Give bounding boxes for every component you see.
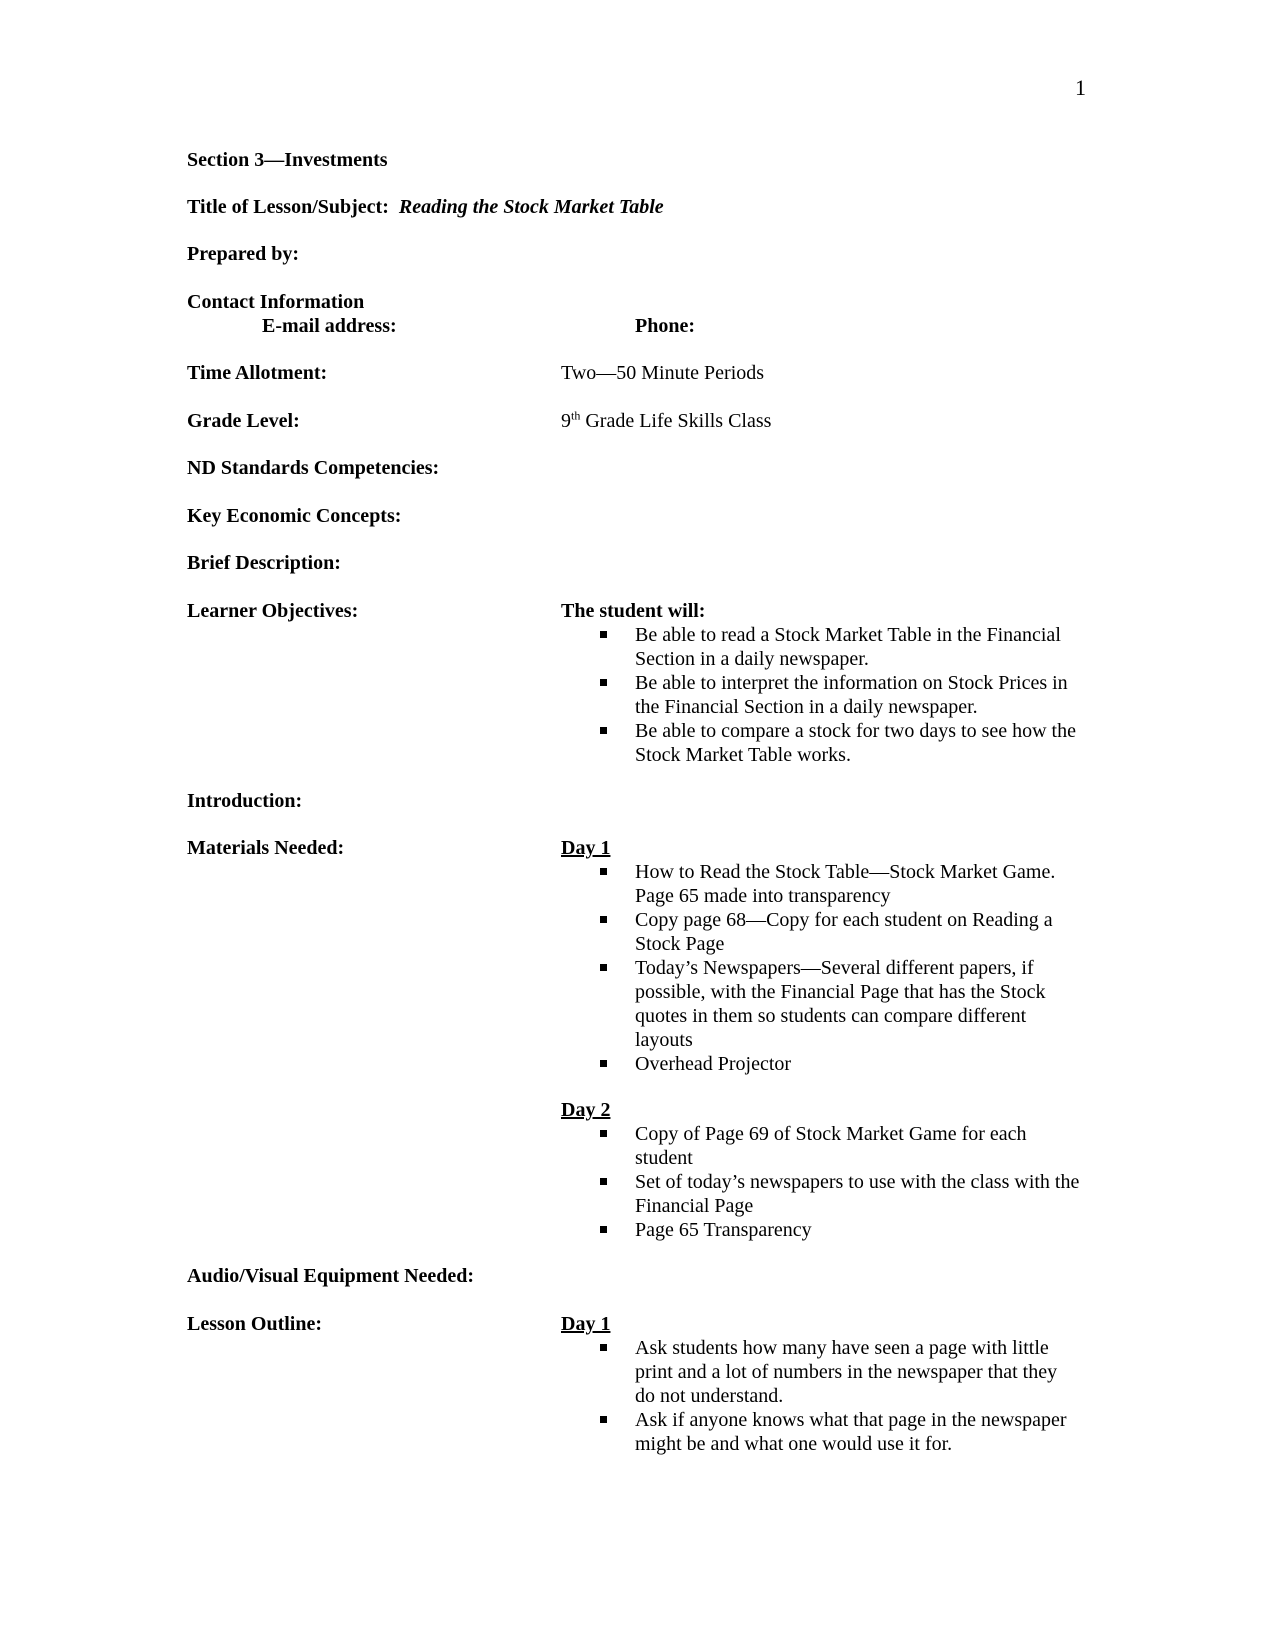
lesson-title-value: Reading the Stock Market Table xyxy=(398,196,664,218)
bullet-icon xyxy=(600,679,607,686)
bullet-icon xyxy=(600,868,607,875)
materials-needed-label: Materials Needed: xyxy=(187,837,345,859)
outline-day1-list xyxy=(561,1336,1081,1456)
grade-level-label: Grade Level: xyxy=(187,410,300,432)
materials-day2-list xyxy=(561,1122,1081,1242)
objective-text: Be able to read a Stock Market Table in the Financial Section in a daily newspaper. xyxy=(635,624,1061,670)
time-allotment-label: Time Allotment: xyxy=(187,362,328,384)
learner-objectives-label: Learner Objectives: xyxy=(187,600,359,622)
objectives-list xyxy=(561,623,1081,767)
list-item xyxy=(561,1170,1081,1218)
material-text: Page 65 Transparency xyxy=(635,1219,812,1241)
prepared-by-label: Prepared by: xyxy=(187,243,300,265)
bullet-icon xyxy=(600,727,607,734)
grade-level-value xyxy=(561,409,771,433)
bullet-icon xyxy=(600,916,607,923)
bullet-icon xyxy=(600,1416,607,1423)
material-text: Overhead Projector xyxy=(635,1053,792,1075)
bullet-icon xyxy=(600,1130,607,1137)
bullet-icon xyxy=(600,964,607,971)
standards-label: ND Standards Competencies: xyxy=(187,457,440,479)
bullet-icon xyxy=(600,1226,607,1233)
list-item xyxy=(561,1408,1081,1456)
objective-text: Be able to interpret the information on Stock Prices in the Financial Section in a daily newspaper. xyxy=(635,672,1068,718)
material-text: How to Read the Stock Table—Stock Market Game. Page 65 made into transparency xyxy=(635,861,1056,907)
outline-day1-heading: Day 1 xyxy=(561,1313,611,1335)
list-item xyxy=(561,623,1081,671)
bullet-icon xyxy=(600,1344,607,1351)
section-heading: Section 3—Investments xyxy=(187,149,388,171)
phone-label: Phone: xyxy=(635,315,695,337)
lesson-title-row xyxy=(187,195,664,219)
av-equipment-label: Audio/Visual Equipment Needed: xyxy=(187,1265,475,1287)
grade-rest: Grade Life Skills Class xyxy=(580,410,772,432)
bullet-icon xyxy=(600,1060,607,1067)
list-item xyxy=(561,1122,1081,1170)
materials-day1-heading: Day 1 xyxy=(561,837,611,859)
materials-day2-heading: Day 2 xyxy=(561,1099,611,1121)
objective-text: Be able to compare a stock for two days to see how the Stock Market Table works. xyxy=(635,720,1076,766)
lesson-outline-label: Lesson Outline: xyxy=(187,1313,323,1335)
outline-text: Ask if anyone knows what that page in the newspaper might be and what one would use it for. xyxy=(635,1409,1067,1455)
outline-text: Ask students how many have seen a page with little print and a lot of numbers in the newspaper that they do not understand. xyxy=(635,1337,1058,1407)
bullet-icon xyxy=(600,1178,607,1185)
grade-number: 9 xyxy=(561,410,571,432)
materials-day1-list xyxy=(561,860,1081,1076)
material-text: Copy page 68—Copy for each student on Reading a Stock Page xyxy=(635,909,1053,955)
objectives-intro: The student will: xyxy=(561,600,706,622)
brief-description-label: Brief Description: xyxy=(187,552,341,574)
list-item xyxy=(561,1218,1081,1242)
list-item xyxy=(561,956,1081,1052)
material-text: Set of today’s newspapers to use with the class with the Financial Page xyxy=(635,1171,1080,1217)
list-item xyxy=(561,1052,1081,1076)
grade-superscript: th xyxy=(571,408,581,423)
list-item xyxy=(561,719,1081,767)
bullet-icon xyxy=(600,631,607,638)
time-allotment-value: Two—50 Minute Periods xyxy=(561,362,765,384)
material-text: Copy of Page 69 of Stock Market Game for each student xyxy=(635,1123,1027,1169)
list-item xyxy=(561,908,1081,956)
material-text: Today’s Newspapers—Several different papers, if possible, with the Financial Page that has the Stock quotes in them so students can compare different layouts xyxy=(635,957,1046,1051)
page-number: 1 xyxy=(1075,75,1086,100)
list-item xyxy=(561,671,1081,719)
list-item xyxy=(561,860,1081,908)
economic-concepts-label: Key Economic Concepts: xyxy=(187,505,402,527)
lesson-title-label: Title of Lesson/Subject: xyxy=(187,196,389,218)
introduction-label: Introduction: xyxy=(187,790,303,812)
list-item xyxy=(561,1336,1081,1408)
contact-info-label: Contact Information xyxy=(187,291,365,313)
email-label: E-mail address: xyxy=(262,315,397,337)
